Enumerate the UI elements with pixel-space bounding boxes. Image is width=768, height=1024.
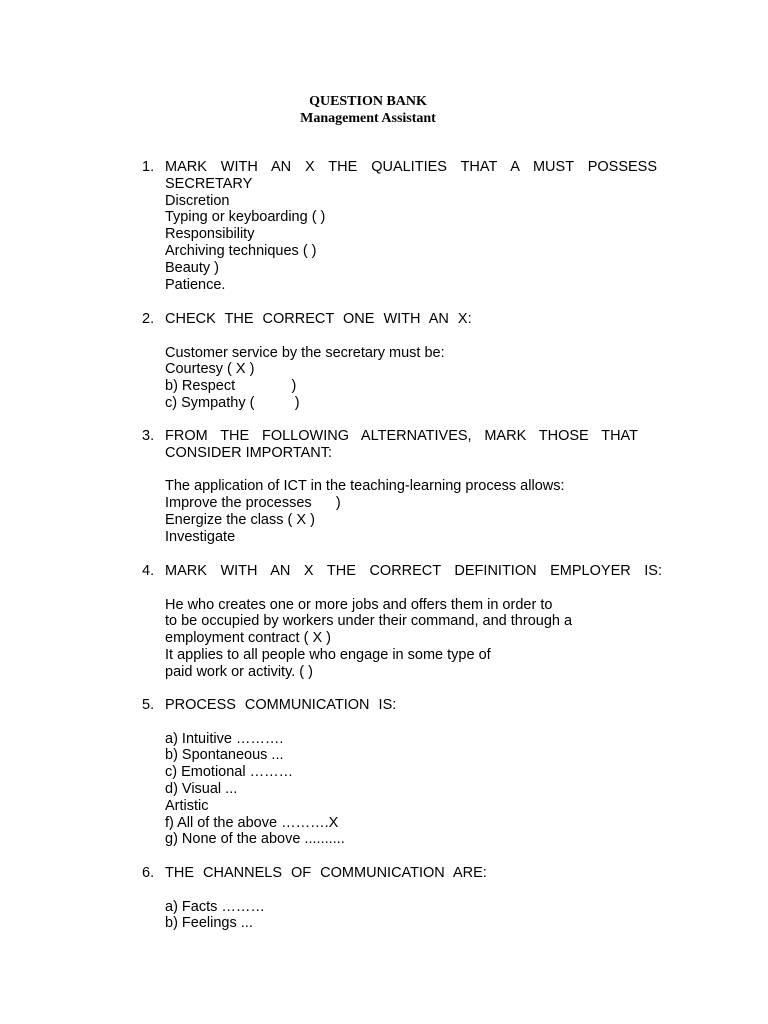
answer-option: a) Intuitive ……….	[165, 730, 284, 747]
question-intro: Customer service by the secretary must be:	[165, 344, 445, 361]
question-3	[142, 428, 657, 546]
answer-option: paid work or activity. ( )	[165, 663, 313, 680]
question-title-line: CONSIDER IMPORTANT:	[165, 444, 333, 461]
question-intro: The application of ICT in the teaching-learning process allows:	[165, 478, 565, 495]
answer-option: Artistic	[165, 797, 209, 814]
answer-option: a) Facts ………	[165, 898, 265, 915]
question-1	[142, 159, 657, 293]
question-6	[142, 865, 657, 932]
answer-option: c) Emotional ………	[165, 764, 294, 781]
question-title-line: FROM THE FOLLOWING ALTERNATIVES, MARK THOSE THAT	[165, 428, 638, 444]
question-title-line: CHECK THE CORRECT ONE WITH AN X:	[165, 311, 472, 327]
question-4	[142, 563, 662, 681]
answer-option: employment contract ( X )	[165, 630, 331, 647]
answer-option: Energize the class ( X )	[165, 511, 315, 528]
question-title-line: THE CHANNELS OF COMMUNICATION ARE:	[165, 865, 487, 881]
question-4-title	[142, 563, 662, 580]
answer-option: b) Spontaneous ...	[165, 747, 284, 764]
answer-option: It applies to all people who engage in some type of	[165, 646, 491, 663]
question-number: 5.	[142, 697, 155, 713]
answer-option: Improve the processes )	[165, 495, 341, 512]
answer-option: Discretion	[165, 192, 230, 209]
answer-option: He who creates one or more jobs and offers them in order to	[165, 596, 553, 613]
answer-option: Courtesy ( X )	[165, 361, 255, 378]
answer-option: Investigate	[165, 528, 236, 545]
answer-option: Archiving techniques ( )	[165, 242, 317, 259]
answer-option: Beauty )	[165, 259, 219, 276]
answer-option: b) Feelings ...	[165, 915, 253, 932]
question-5-title	[142, 697, 657, 714]
question-1-title	[142, 159, 657, 176]
answer-option: g) None of the above ..........	[165, 831, 345, 848]
answer-option: to be occupied by workers under their command, and through a	[165, 613, 573, 630]
answer-option: c) Sympathy ( )	[165, 394, 300, 411]
question-number: 2.	[142, 311, 155, 327]
answer-option: Patience.	[165, 276, 226, 293]
question-title-line: MARK WITH AN X THE QUALITIES THAT A MUST POSSESS	[165, 159, 657, 175]
document-title: QUESTION BANK	[309, 94, 427, 109]
question-title-line: MARK WITH AN X THE CORRECT DEFINITION EMPLOYER IS:	[165, 563, 662, 579]
question-3-title	[142, 428, 638, 445]
question-number: 1.	[142, 159, 155, 175]
answer-option: Typing or keyboarding ( )	[165, 209, 326, 226]
answer-option: d) Visual ...	[165, 780, 238, 797]
question-6-title	[142, 865, 657, 882]
question-2	[142, 311, 657, 412]
question-number: 3.	[142, 428, 155, 444]
answer-option: f) All of the above ……….X	[165, 814, 339, 831]
question-title-line: SECRETARY	[165, 175, 253, 192]
question-2-title	[142, 311, 657, 328]
question-5	[142, 697, 657, 848]
document-subtitle: Management Assistant	[300, 111, 436, 126]
question-number: 4.	[142, 563, 155, 579]
answer-option: b) Respect )	[165, 378, 297, 395]
question-title-line: PROCESS COMMUNICATION IS:	[165, 697, 397, 713]
document-header	[0, 93, 736, 127]
answer-option: Responsibility	[165, 226, 255, 243]
question-number: 6.	[142, 865, 155, 881]
